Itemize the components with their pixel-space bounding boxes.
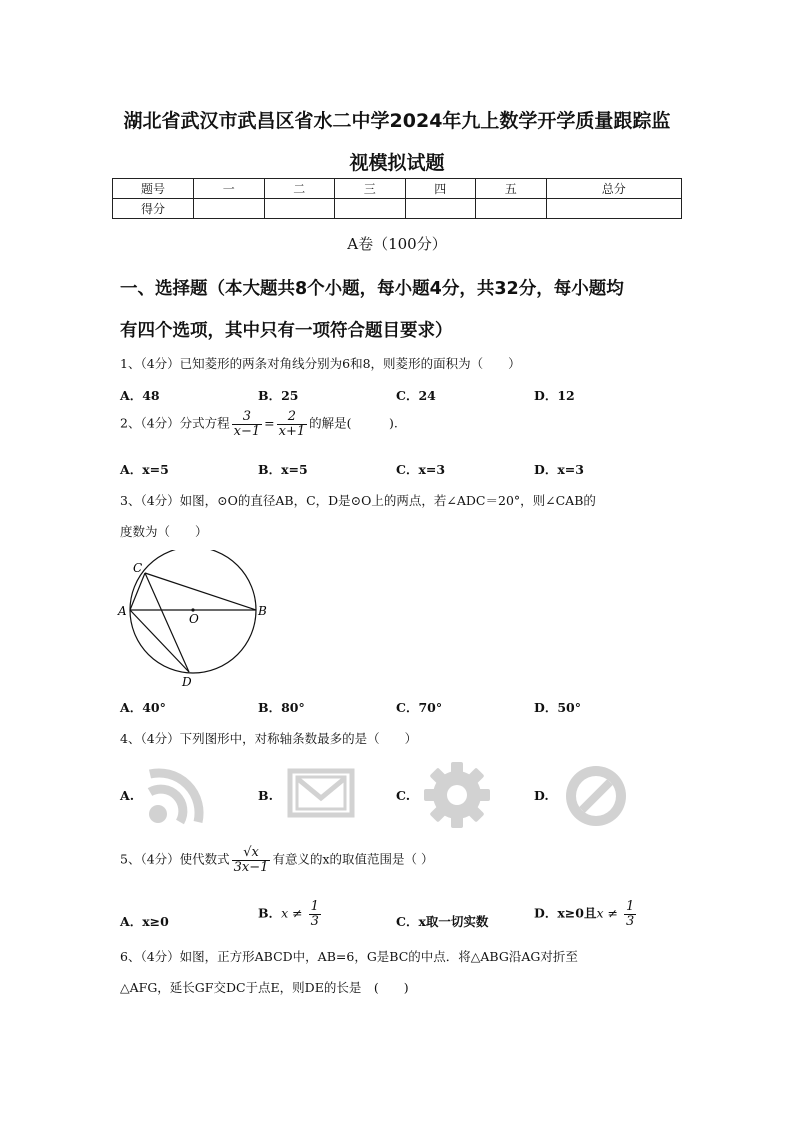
volume-heading: A卷（100分） xyxy=(347,235,447,253)
q5-option-b xyxy=(258,900,323,928)
q5-option-d-expr: x ≠ xyxy=(596,905,622,921)
q1-option-b: B．25 xyxy=(258,388,299,403)
q5-frac-denominator: 3x−1 xyxy=(233,859,269,875)
label-b: B xyxy=(258,604,267,618)
score-blank xyxy=(194,199,265,219)
q2-frac1-denominator: x−1 xyxy=(233,423,261,439)
q1-option-a: A．48 xyxy=(120,388,160,403)
q5-option-b-fraction xyxy=(309,900,321,928)
segment-cb xyxy=(145,573,256,610)
question-4-text: 4、（4分）下列图形中，对称轴条数最多的是（ ） xyxy=(120,731,418,746)
q5-option-b-numerator: 1 xyxy=(310,899,319,914)
label-a: A xyxy=(118,604,127,618)
q2-prefix: 2、（4分）分式方程 xyxy=(120,415,230,431)
q2-option-b: B．x=5 xyxy=(258,462,308,477)
score-blank xyxy=(335,199,406,219)
q2-frac2-denominator: x+1 xyxy=(278,423,306,439)
prohibited-icon xyxy=(562,762,630,830)
q4-option-a-letter: A. xyxy=(120,788,135,803)
q2-option-a: A．x=5 xyxy=(120,462,169,477)
question-5 xyxy=(120,846,433,874)
q2-suffix: 的解是( ). xyxy=(309,415,398,431)
question-2 xyxy=(120,410,398,438)
label-c: C xyxy=(133,561,143,575)
q4-option-b-letter: B. xyxy=(258,788,273,803)
question-3-line2: 度数为（ ） xyxy=(120,524,208,539)
score-cell: 得分 xyxy=(113,199,194,219)
q4-option-c-letter: C. xyxy=(396,788,411,803)
score-blank xyxy=(405,199,476,219)
q5-option-b-prefix: B． xyxy=(258,905,282,921)
label-d: D xyxy=(182,675,192,689)
question-6-line1: 6、（4分）如图，正方形ABCD中，AB=6，G是BC的中点．将△ABG沿AG对折至 xyxy=(120,949,578,964)
score-table-header-row xyxy=(113,179,682,199)
q2-frac1-numerator: 3 xyxy=(232,410,263,425)
question-1-text: 1、（4分）已知菱形的两条对角线分别为6和8，则菱形的面积为（ ） xyxy=(120,356,521,371)
q5-option-c: C．x取一切实数 xyxy=(396,914,489,929)
q5-option-b-expr: x ≠ xyxy=(281,905,307,921)
q5-option-a: A．x≥0 xyxy=(120,914,169,929)
q5-option-d xyxy=(534,900,638,928)
score-cell: 题号 xyxy=(113,179,194,199)
section-heading-line2: 有四个选项，其中只有一项符合题目要求） xyxy=(120,321,453,341)
score-blank xyxy=(546,199,682,219)
q2-fraction-1 xyxy=(232,410,263,438)
score-blank xyxy=(264,199,335,219)
score-cell: 三 xyxy=(335,179,406,199)
gear-icon xyxy=(422,760,492,830)
q3-option-b: B．80° xyxy=(258,700,305,715)
score-cell: 五 xyxy=(476,179,547,199)
q3-option-d: D．50° xyxy=(534,700,581,715)
q3-option-a: A．40° xyxy=(120,700,166,715)
envelope-icon xyxy=(287,768,355,818)
q5-option-b-denominator: 3 xyxy=(310,913,319,929)
q1-option-c: C．24 xyxy=(396,388,436,403)
exam-title-line2: 视模拟试题 xyxy=(349,152,445,174)
q5-option-d-denominator: 3 xyxy=(625,913,635,929)
exam-title-line1: 湖北省武汉市武昌区省水二中学2024年九上数学开学质量跟踪监 xyxy=(123,110,671,132)
q5-fraction xyxy=(232,846,271,874)
score-blank xyxy=(476,199,547,219)
score-cell: 总分 xyxy=(546,179,682,199)
question-3-line1: 3、（4分）如图，⊙O的直径AB，C，D是⊙O上的两点，若∠ADC＝20°，则∠CAB的 xyxy=(120,493,596,508)
score-table-score-row xyxy=(113,199,682,219)
question-6-line2: △AFG，延长GF交DC于点E，则DE的长是 ( ) xyxy=(120,980,409,995)
q5-option-d-numerator: 1 xyxy=(625,899,635,914)
score-table xyxy=(112,178,682,219)
q5-frac-numerator: √x xyxy=(232,846,271,861)
q2-equals: = xyxy=(264,415,275,431)
section-heading-line1: 一、选择题（本大题共8个小题，每小题4分，共32分，每小题均 xyxy=(120,279,624,299)
q2-frac2-numerator: 2 xyxy=(277,410,308,425)
q2-fraction-2 xyxy=(277,410,308,438)
circle-geometry-figure xyxy=(115,550,275,695)
q5-option-d-prefix: D．x≥0且 xyxy=(534,905,597,921)
q5-option-d-fraction xyxy=(624,900,636,928)
score-cell: 二 xyxy=(264,179,335,199)
q1-option-d: D．12 xyxy=(534,388,575,403)
q5-suffix: 有意义的x的取值范围是（ ） xyxy=(272,851,434,867)
q3-option-c: C．70° xyxy=(396,700,443,715)
score-cell: 四 xyxy=(405,179,476,199)
q4-option-d-letter: D. xyxy=(534,788,549,803)
label-o: O xyxy=(189,612,199,626)
q2-option-d: D．x=3 xyxy=(534,462,584,477)
q2-option-c: C．x=3 xyxy=(396,462,446,477)
wifi-icon xyxy=(146,762,216,826)
q5-prefix: 5、（4分）使代数式 xyxy=(120,851,230,867)
score-cell: 一 xyxy=(194,179,265,199)
